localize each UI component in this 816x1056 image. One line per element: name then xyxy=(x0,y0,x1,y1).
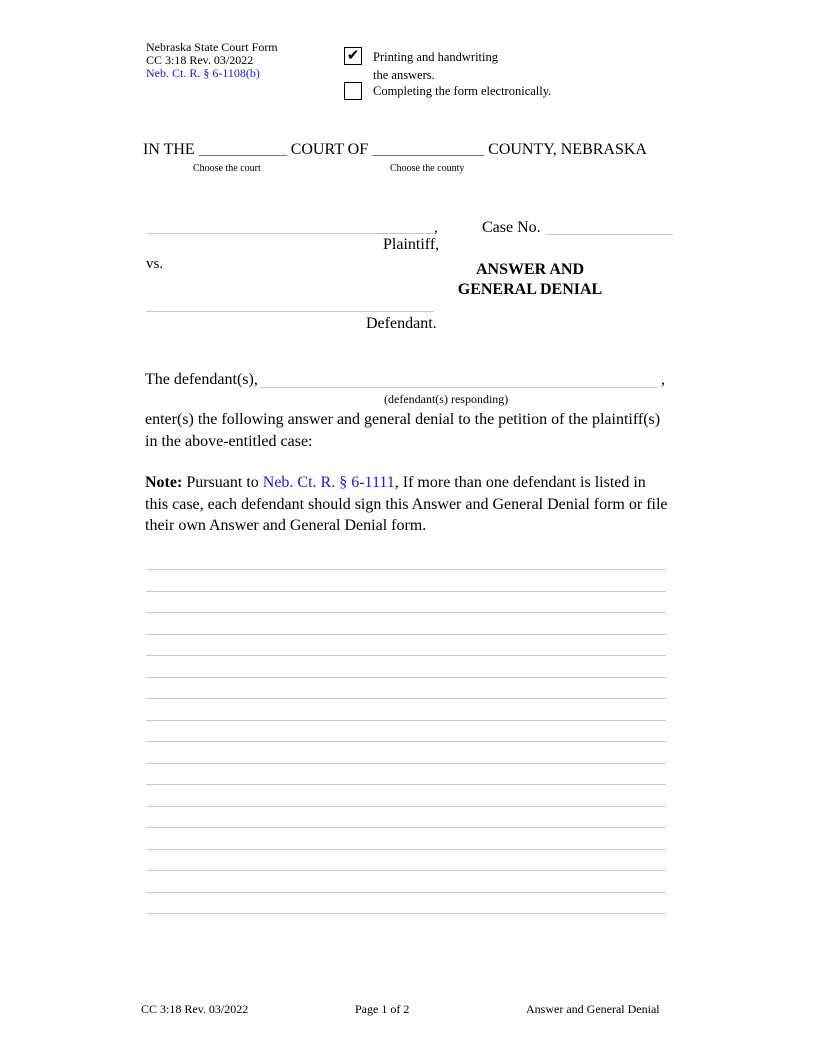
in-the-text: IN THE xyxy=(143,141,195,158)
note-pre-link: Pursuant to xyxy=(182,474,263,491)
answer-line[interactable] xyxy=(146,569,666,570)
answer-line[interactable] xyxy=(146,913,666,914)
note-label: Note: xyxy=(145,474,183,491)
note-line2: this case, each defendant should sign this Answer and General Denial form or file xyxy=(145,495,668,513)
court-of-text: COURT OF xyxy=(290,141,369,158)
defendants-responding-field[interactable] xyxy=(260,387,658,388)
answer-line[interactable] xyxy=(146,677,666,678)
note-line3: their own Answer and General Denial form. xyxy=(145,517,427,534)
defendants-comma: , xyxy=(661,371,665,388)
case-no-label: Case No. xyxy=(482,219,541,236)
footer-page-number: Page 1 of 2 xyxy=(355,1002,410,1016)
vs-text: vs. xyxy=(146,256,164,272)
form-name: Nebraska State Court Form xyxy=(146,40,278,54)
paragraph-line1: enter(s) the following answer and general denial to the petition of the plaintiff(s) xyxy=(145,411,661,428)
printing-checkbox[interactable] xyxy=(344,47,362,65)
answer-line[interactable] xyxy=(146,698,666,699)
plaintiff-comma: , xyxy=(434,220,438,236)
answer-line[interactable] xyxy=(146,591,666,592)
footer-revision: CC 3:18 Rev. 03/2022 xyxy=(141,1002,249,1016)
footer-form-title: Answer and General Denial xyxy=(526,1002,660,1016)
title-line1: ANSWER AND xyxy=(475,261,584,278)
answer-line[interactable] xyxy=(146,806,666,807)
answer-line[interactable] xyxy=(146,741,666,742)
document-title xyxy=(430,260,630,300)
printing-option-label xyxy=(373,48,498,84)
electronic-checkbox[interactable] xyxy=(344,82,362,100)
defendants-prefix: The defendant(s), xyxy=(145,371,258,388)
county-hint: Choose the county xyxy=(390,163,465,174)
paragraph-line2: in the above-entitled case: xyxy=(145,432,313,450)
court-hint: Choose the court xyxy=(193,163,261,174)
printing-option-line2: the answers. xyxy=(373,68,435,82)
note-rule-link[interactable]: Neb. Ct. R. § 6-1111 xyxy=(262,474,395,491)
case-number-field[interactable] xyxy=(546,234,673,235)
printing-option-line1: Printing and handwriting xyxy=(373,50,498,64)
county-nebraska-text: COUNTY, NEBRASKA xyxy=(488,141,647,158)
defendant-name-field[interactable] xyxy=(146,311,434,312)
plaintiff-name-field[interactable] xyxy=(146,233,434,234)
defendants-hint: (defendant(s) responding) xyxy=(384,392,509,406)
rule-link[interactable]: Neb. Ct. R. § 6-1108(b) xyxy=(146,66,260,80)
answer-line[interactable] xyxy=(146,870,666,871)
checkmark-icon: ✔ xyxy=(346,48,360,64)
county-select[interactable]: ______________ xyxy=(372,141,485,158)
title-line2: GENERAL DENIAL xyxy=(457,281,603,298)
answer-line[interactable] xyxy=(146,720,666,721)
plaintiff-label: Plaintiff, xyxy=(383,236,440,253)
court-caption xyxy=(143,141,647,159)
answer-line[interactable] xyxy=(146,849,666,850)
answer-line[interactable] xyxy=(146,655,666,656)
answer-line[interactable] xyxy=(146,892,666,893)
answer-line[interactable] xyxy=(146,763,666,764)
answer-line[interactable] xyxy=(146,827,666,828)
note-line1 xyxy=(145,472,668,494)
court-select[interactable]: ___________ xyxy=(198,141,287,158)
note-line1-rest: , If more than one defendant is listed in xyxy=(394,474,646,491)
defendant-label: Defendant. xyxy=(366,315,437,332)
answer-paragraph xyxy=(145,409,660,452)
answer-line[interactable] xyxy=(146,634,666,635)
note-paragraph xyxy=(145,472,668,537)
form-header xyxy=(146,41,278,80)
answer-line[interactable] xyxy=(146,612,666,613)
form-revision: CC 3:18 Rev. 03/2022 xyxy=(146,53,254,67)
electronic-option-label: Completing the form electronically. xyxy=(373,84,552,98)
answer-line[interactable] xyxy=(146,784,666,785)
